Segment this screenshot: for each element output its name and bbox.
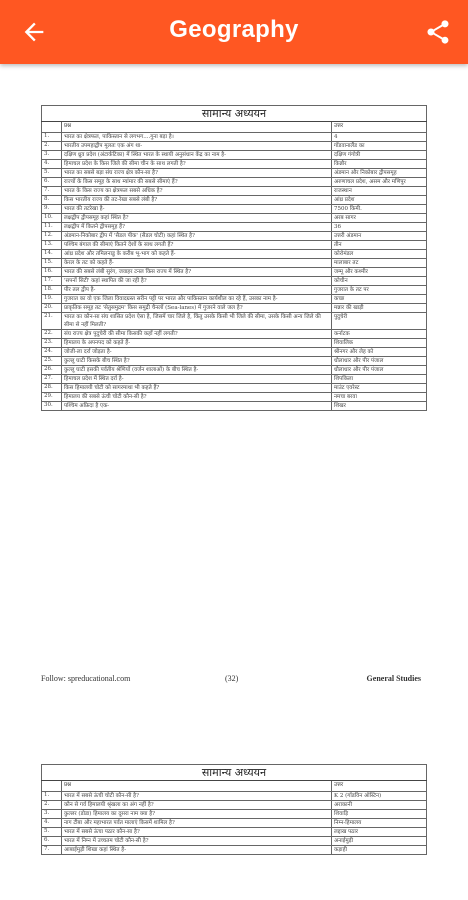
question-cell: दक्षिण ध्रुव प्रदेश (अंटार्कटिका) में स्थित भारत के स्थायी अनुसंधान केंद्र का नाम है-: [62, 151, 332, 160]
answer-cell: गुजरात के तट पर: [332, 286, 427, 295]
answer-cell: शिवाड़ि: [332, 810, 427, 819]
row-number: 15.: [42, 259, 62, 268]
table-row: [42, 142, 427, 151]
table-row: [42, 295, 427, 304]
answer-cell: निम्न-हिमालय: [332, 819, 427, 828]
answer-cell: गोंडवानालैंड का: [332, 142, 427, 151]
row-number: 5.: [42, 169, 62, 178]
question-cell: अंडमान-निकोबार द्वीप में 'सैडल पीक' (सैडल चोटी) कहां स्थित है?: [62, 232, 332, 241]
question-cell: कुल्लर (डोडा) हिमालय का दूसरा नाम क्या है?: [62, 810, 332, 819]
question-cell: पश्चिम अफ्रिदा है एक-: [62, 402, 332, 411]
question-cell: प्राकृतिक समूह तट 'सेतुसमुद्रम' किस समुद्री चैनलों (Sea-lanes) में गुजरने वाले जल है?: [62, 304, 332, 313]
row-number: 25.: [42, 357, 62, 366]
question-cell: जोजी-ला दर्रा जोड़ता है-: [62, 348, 332, 357]
row-number: 1.: [42, 133, 62, 142]
table-row: [42, 313, 427, 330]
answer-cell: दक्षिण गंगोत्री: [332, 151, 427, 160]
question-cell: कौन से गर्व हिमालयी श्रृंखला का अंग नहीं है?: [62, 801, 332, 810]
row-number: 11.: [42, 223, 62, 232]
row-number: 22.: [42, 330, 62, 339]
question-cell: हिमाचल प्रदेश के किस जिले की सीमा चीन के साथ लगती है?: [62, 160, 332, 169]
answer-cell: राजस्थान: [332, 187, 427, 196]
row-number: 17.: [42, 277, 62, 286]
answer-cell: अराकानी: [332, 801, 427, 810]
row-number: 20.: [42, 304, 62, 313]
row-number: 4.: [42, 819, 62, 828]
footer-website: Follow: spreducational.com: [41, 674, 131, 683]
table-row: [42, 384, 427, 393]
row-number: 23.: [42, 339, 62, 348]
question-cell: आंध्र प्रदेश और तमिलनाडु के करीब भू-भाग को कहते हैं-: [62, 250, 332, 259]
row-number: 2.: [42, 801, 62, 810]
question-cell: भारत की तटरेखा है-: [62, 205, 332, 214]
column-header-answer: उत्तर: [332, 781, 427, 792]
table-heading: सामान्य अध्ययन: [42, 106, 427, 122]
answer-cell: शिखर: [332, 402, 427, 411]
answer-cell: अरुणाचल प्रदेश, असम और मणिपुर: [332, 178, 427, 187]
answer-cell: कोरोमंडल: [332, 250, 427, 259]
app-bar: [0, 0, 468, 64]
row-number: 18.: [42, 286, 62, 295]
question-cell: भारत के किस राज्य का क्षेत्रफल सबसे अधिक है?: [62, 187, 332, 196]
table-row: [42, 151, 427, 160]
row-number: 4.: [42, 160, 62, 169]
table-row: [42, 330, 427, 339]
answer-cell: नमचा बरवा: [332, 393, 427, 402]
answer-cell: 4: [332, 133, 427, 142]
answer-cell: आंध्र प्रदेश: [332, 196, 427, 205]
question-cell: हिमाचल प्रदेश में स्थित दर्रा है-: [62, 375, 332, 384]
column-header-question: प्रश्न: [62, 122, 332, 133]
question-cell: भारत में सबसे ऊंची चोटी कौन-सी है?: [62, 792, 332, 801]
page-title: Geography: [169, 16, 299, 43]
question-cell: गुजरात का वो एक जिला विवादग्रस्त सरीन पट्टी पर भारत और पाकिस्तान कार्यशील का रहे हैं, उसका नाम है-: [62, 295, 332, 304]
table-row: [42, 205, 427, 214]
page-footer: [41, 674, 427, 688]
table-row: [42, 187, 427, 196]
question-cell: संघ राज्य क्षेत्र पुदुचेरी की सीमा किसकी कहाँ नहीं लगती?: [62, 330, 332, 339]
table-heading: सामान्य अध्ययन: [42, 765, 427, 781]
table-row: [42, 366, 427, 375]
question-cell: किस भारतीय राज्य की तट-रेखा सबसे लंबी है?: [62, 196, 332, 205]
footer-page-number: (32): [225, 674, 239, 683]
answer-cell: कोचीन: [332, 277, 427, 286]
table-row: [42, 402, 427, 411]
question-cell: लक्षद्वीप द्वीपसमूह कहां स्थित है?: [62, 214, 332, 223]
question-cell: लक्षद्वीप में कितने द्वीपसमूह हैं?: [62, 223, 332, 232]
row-number: 5.: [42, 828, 62, 837]
answer-cell: धौलाधार और पीर पंजाल: [332, 366, 427, 375]
answer-cell: शिवालिक: [332, 339, 427, 348]
table-row: [42, 232, 427, 241]
row-number: 12.: [42, 232, 62, 241]
answer-cell: शिपकिला: [332, 375, 427, 384]
row-number: 30.: [42, 402, 62, 411]
table-row: [42, 837, 427, 846]
question-cell: पीर तल द्वीप है-: [62, 286, 332, 295]
footer-book-title: General Studies: [366, 674, 421, 683]
answer-cell: पुदुचेरी: [332, 313, 427, 330]
question-table-page-33: [41, 764, 427, 855]
row-number: 29.: [42, 393, 62, 402]
row-number: 14.: [42, 250, 62, 259]
question-cell: भारत का क्षेत्रफल, पाकिस्तान से लगभग....गुना बड़ा है।: [62, 133, 332, 142]
row-number: 28.: [42, 384, 62, 393]
answer-cell: अनाईमुड़ी: [332, 837, 427, 846]
question-cell: भारत का कौन-सा संघ शासित प्रदेश ऐसा है, जिसमें चार जिले है, किंतु उसके किसी भी जिले की सीमा, उसके किसी अन्य जिले की सीमा से नहीं मिलती?: [62, 313, 332, 330]
table-row: [42, 169, 427, 178]
answer-cell: कच्छ: [332, 295, 427, 304]
table-row: [42, 250, 427, 259]
answer-cell: 36: [332, 223, 427, 232]
question-cell: 'सपनों सिटी' कहां स्थापित की जा रही है?: [62, 277, 332, 286]
table-row: [42, 810, 427, 819]
table-row: [42, 339, 427, 348]
table-row: [42, 133, 427, 142]
question-cell: नाग टीबा और महाभारत पर्वत मालाएं किसमें शामिल है?: [62, 819, 332, 828]
answer-cell: माउंट एवरेस्ट: [332, 384, 427, 393]
row-number: 7.: [42, 187, 62, 196]
question-cell: किस हिमालयी चोटी को सागरमाथा भी कहते हैं?: [62, 384, 332, 393]
question-cell: भारत में निम्न में उच्चतम चोटी कौन-सी है?: [62, 837, 332, 846]
table-row: [42, 375, 427, 384]
share-icon[interactable]: [424, 18, 452, 46]
table-row: [42, 357, 427, 366]
table-row: [42, 259, 427, 268]
table-row: [42, 792, 427, 801]
question-cell: भारत की सबसे लंबी सुरंग, जवाहर टनल किस राज्य में स्थित है?: [62, 268, 332, 277]
answer-cell: मालाबार तट: [332, 259, 427, 268]
question-cell: भारत का सबसे बड़ा संघ राज्य क्षेत्र कौन-सा है?: [62, 169, 332, 178]
answer-cell: K 2 (गॉडविन ऑस्टिन): [332, 792, 427, 801]
answer-cell: अरब सागर: [332, 214, 427, 223]
row-number: 3.: [42, 151, 62, 160]
column-header-question: प्रश्न: [62, 781, 332, 792]
answer-cell: कड़ाही: [332, 846, 427, 855]
answer-cell: उत्तरी अंडमान: [332, 232, 427, 241]
answer-cell: 7500 किमी.: [332, 205, 427, 214]
row-number: 26.: [42, 366, 62, 375]
answer-cell: अंडमान और निकोबार द्वीपसमूह: [332, 169, 427, 178]
answer-cell: कर्नाटक: [332, 330, 427, 339]
row-number: 2.: [42, 142, 62, 151]
table-row: [42, 286, 427, 295]
table-row: [42, 819, 427, 828]
table-row: [42, 241, 427, 250]
row-number: 8.: [42, 196, 62, 205]
question-cell: हिमालय की सबसे ऊंची चोटी कौन-सी है?: [62, 393, 332, 402]
table-row: [42, 801, 427, 810]
answer-cell: किन्नौर: [332, 160, 427, 169]
question-cell: भारतीय उपमहाद्वीप मूलतः एक अंग था-: [62, 142, 332, 151]
table-row: [42, 214, 427, 223]
table-row: [42, 348, 427, 357]
row-number: 7.: [42, 846, 62, 855]
row-number: 24.: [42, 348, 62, 357]
pdf-viewer[interactable]: [0, 64, 468, 900]
answer-cell: लद्दाख पठार: [332, 828, 427, 837]
table-row: [42, 178, 427, 187]
row-number: 6.: [42, 837, 62, 846]
table-row: [42, 196, 427, 205]
table-row: [42, 393, 427, 402]
question-cell: कुल्लू घाटी किसके बीच स्थित है?: [62, 357, 332, 366]
question-table-page-32: [41, 105, 427, 411]
row-number: 16.: [42, 268, 62, 277]
answer-cell: मन्नार की खाड़ी: [332, 304, 427, 313]
row-number: 19.: [42, 295, 62, 304]
row-number: 13.: [42, 241, 62, 250]
row-number: 3.: [42, 810, 62, 819]
question-cell: भारत में सबसे ऊंचा पठार कौन-सा है?: [62, 828, 332, 837]
question-cell: पश्चिम बंगाल की सीमाएं कितने देशों के साथ लगती हैं?: [62, 241, 332, 250]
answer-cell: तीन: [332, 241, 427, 250]
table-row: [42, 846, 427, 855]
question-cell: केरल के तट को कहते हैं-: [62, 259, 332, 268]
row-number: 1.: [42, 792, 62, 801]
row-number: 9.: [42, 205, 62, 214]
answer-cell: श्रीनगर और लेह को: [332, 348, 427, 357]
row-number: 21.: [42, 313, 62, 330]
table-row: [42, 277, 427, 286]
table-row: [42, 304, 427, 313]
table-row: [42, 223, 427, 232]
question-cell: हिमालय के अपनपद को कहते हैं-: [62, 339, 332, 348]
question-cell: आबाईमुड़ी शिखा कहां स्थित है-: [62, 846, 332, 855]
column-header-answer: उत्तर: [332, 122, 427, 133]
table-row: [42, 268, 427, 277]
table-row: [42, 828, 427, 837]
answer-cell: जम्मू और कश्मीर: [332, 268, 427, 277]
row-number: 27.: [42, 375, 62, 384]
row-number: 6.: [42, 178, 62, 187]
row-number: 10.: [42, 214, 62, 223]
question-cell: राज्यों के किस समूह के साथ म्यांमार की सबसे सीमाएं हैं?: [62, 178, 332, 187]
answer-cell: धौलाधार और पीर पंजाल: [332, 357, 427, 366]
question-cell: कुल्लू घाटी इसकी पर्वतीय श्रेणियों (वर्जन शालाओं) के बीच स्थित है-: [62, 366, 332, 375]
table-row: [42, 160, 427, 169]
